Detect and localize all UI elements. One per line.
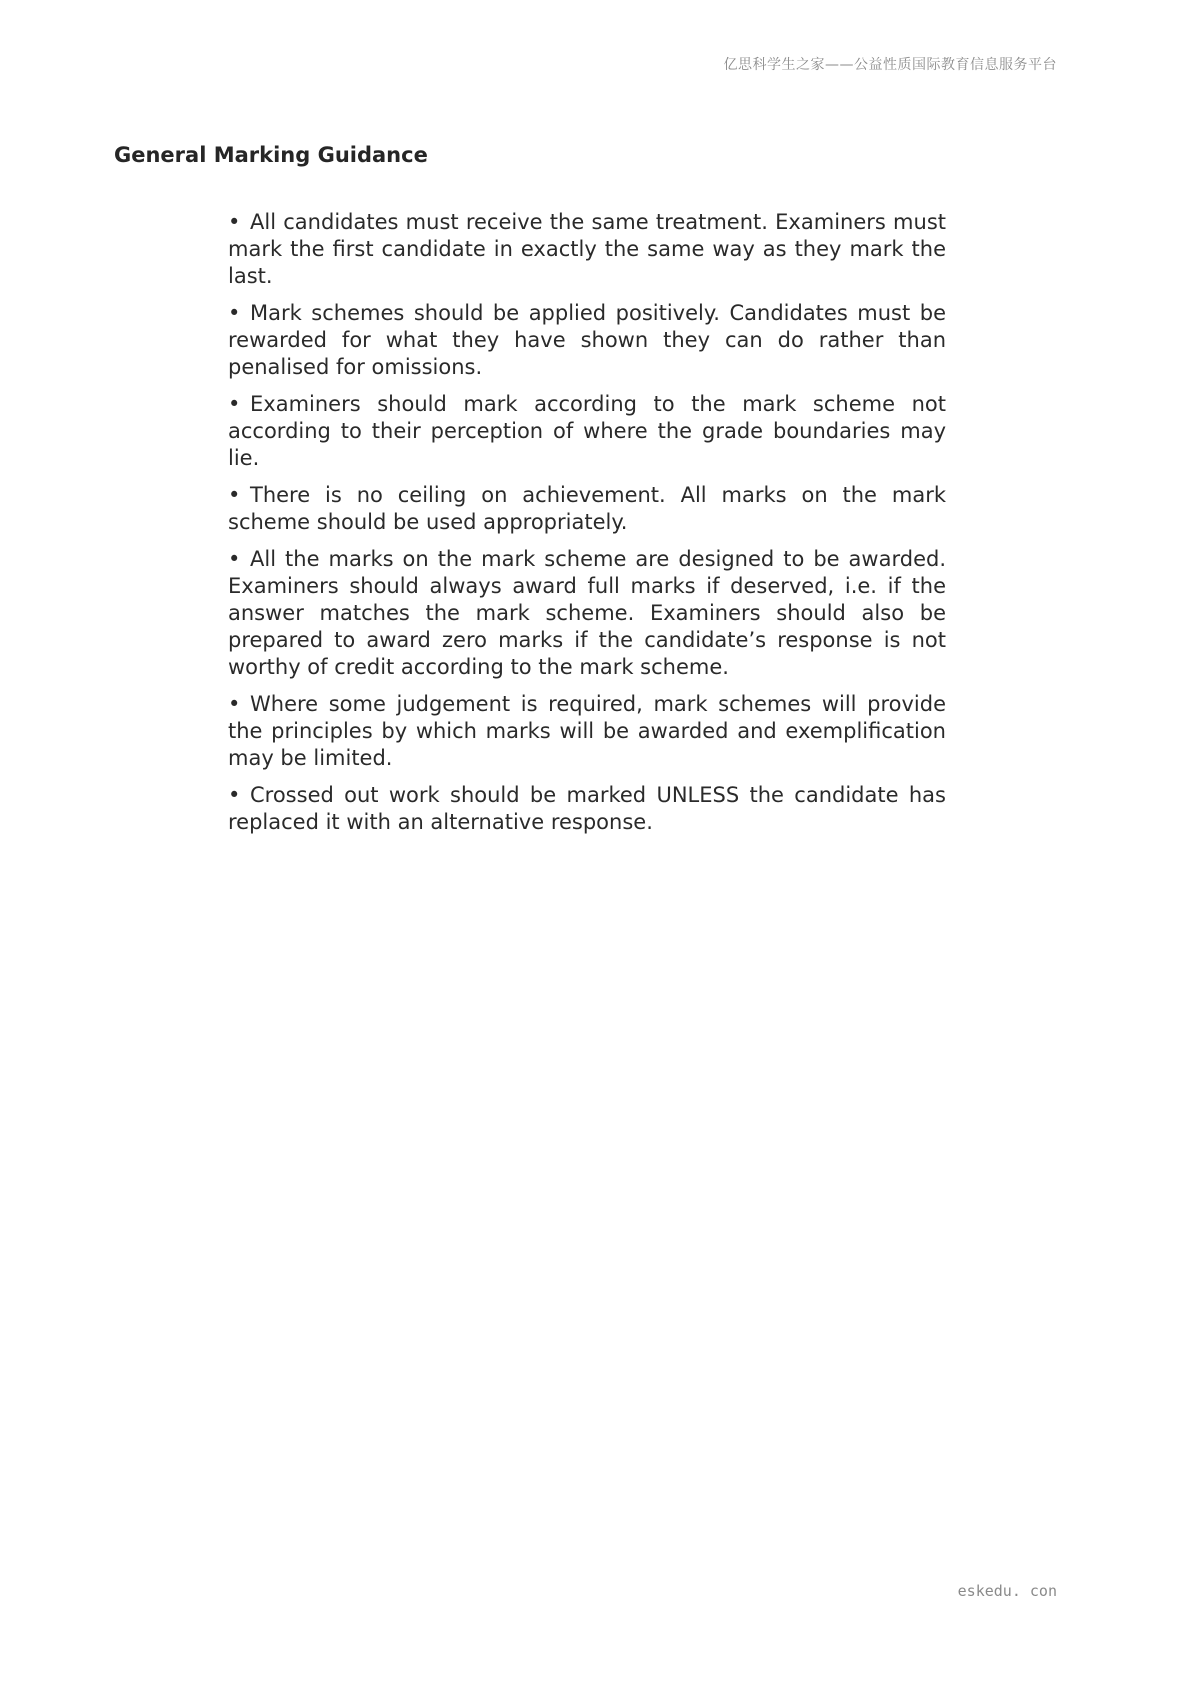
header-site-tagline: 亿思科学生之家——公益性质国际教育信息服务平台 <box>723 57 1057 73</box>
guidance-item <box>228 546 946 681</box>
guidance-item <box>228 782 946 836</box>
guidance-item <box>228 482 946 536</box>
guidance-item-text: There is no ceiling on achievement. All marks on the mark scheme should be used appropriately. <box>228 483 946 534</box>
bullet-icon: • <box>228 692 241 716</box>
section-title: General Marking Guidance <box>114 143 428 167</box>
guidance-item-text: Where some judgement is required, mark schemes will provide the principles by which marks will be awarded and exemplification may be limited. <box>228 692 946 770</box>
guidance-item-text: All the marks on the mark scheme are designed to be awarded. Examiners should always award full marks if deserved, i.e. if the answer matches the mark scheme. Examiners should also be prepared to award zero marks if the candidate’s response is not worthy of credit according to the mark scheme. <box>228 547 946 679</box>
guidance-item-text: All candidates must receive the same treatment. Examiners must mark the first candidate in exactly the same way as they mark the last. <box>228 210 946 288</box>
guidance-item <box>228 209 946 290</box>
guidance-list <box>228 209 946 846</box>
guidance-item <box>228 691 946 772</box>
bullet-icon: • <box>228 483 241 507</box>
guidance-item <box>228 391 946 472</box>
guidance-item <box>228 300 946 381</box>
bullet-icon: • <box>228 392 241 416</box>
bullet-icon: • <box>228 783 241 807</box>
guidance-item-text: Crossed out work should be marked UNLESS the candidate has replaced it with an alternative response. <box>228 783 946 834</box>
guidance-item-text: Examiners should mark according to the mark scheme not according to their perception of where the grade boundaries may lie. <box>228 392 946 470</box>
bullet-icon: • <box>228 301 241 325</box>
footer-site-url: eskedu. con <box>957 1582 1057 1600</box>
bullet-icon: • <box>228 210 241 234</box>
guidance-item-text: Mark schemes should be applied positively. Candidates must be rewarded for what they have shown they can do rather than penalised for omissions. <box>228 301 946 379</box>
bullet-icon: • <box>228 547 241 571</box>
